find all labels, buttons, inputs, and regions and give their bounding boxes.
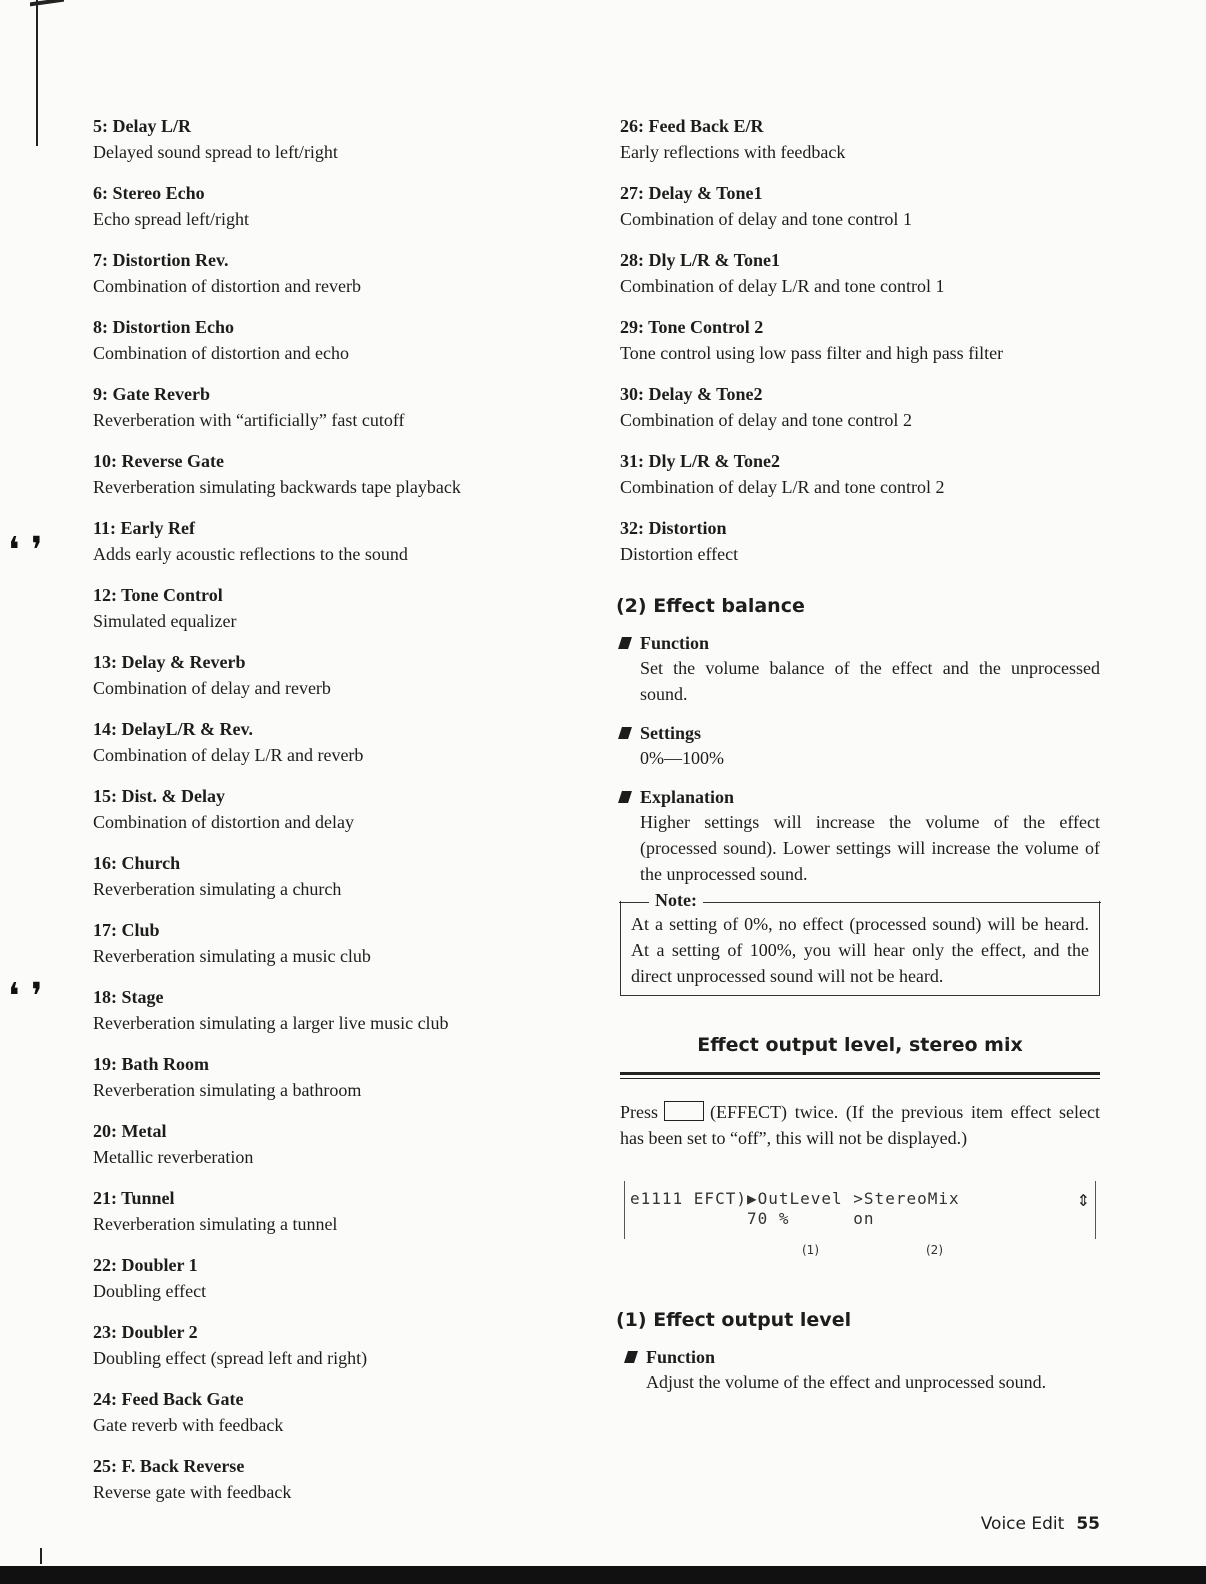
- bullet-icon: [618, 791, 632, 803]
- effect-entry-desc: Early reflections with feedback: [620, 142, 846, 162]
- output-function-label: Function: [646, 1347, 716, 1367]
- effect-entry-title: 22: Doubler 1: [93, 1255, 198, 1275]
- page-number: 55: [1076, 1514, 1100, 1534]
- effect-entry-title: 29: Tone Control 2: [620, 317, 764, 337]
- bullet-icon: [618, 637, 632, 649]
- effect-entry-desc: Metallic reverberation: [93, 1147, 254, 1167]
- effect-entry-title: 15: Dist. & Delay: [93, 786, 225, 806]
- output-level-heading: (1) Effect output level: [616, 1309, 852, 1331]
- effect-entry-desc: Combination of delay L/R and tone control 1: [620, 276, 945, 296]
- page-footer: [981, 1514, 1100, 1534]
- effect-entry-title: 7: Distortion Rev.: [93, 250, 229, 270]
- up-down-arrows-icon: ⇕: [1076, 1191, 1090, 1210]
- effect-entry: [620, 448, 1100, 500]
- footer-section: Voice Edit: [980, 1514, 1065, 1534]
- effect-entry-title: 12: Tone Control: [93, 585, 223, 605]
- left-column: [93, 113, 563, 1520]
- effect-entry: [620, 180, 1100, 232]
- effect-entry: [93, 1319, 563, 1371]
- effect-entry-desc: Reverberation simulating a bathroom: [93, 1080, 362, 1100]
- effect-entry-desc: Reverberation simulating backwards tape playback: [93, 477, 461, 497]
- output-function-text: Adjust the volume of the effect and unprocessed sound.: [646, 1372, 1047, 1392]
- function-block: [620, 631, 1100, 707]
- effect-entry: [93, 314, 563, 366]
- press-word: Press: [620, 1102, 659, 1122]
- effect-entry: [620, 247, 1100, 299]
- effect-entry-desc: Simulated equalizer: [93, 611, 237, 631]
- effect-entry-title: 5: Delay L/R: [93, 116, 191, 136]
- effect-entry-desc: Reverberation with “artificially” fast cutoff: [93, 410, 405, 430]
- note-text: At a setting of 0%, no effect (processed sound) will be heard. At a setting of 100%, you will hear only the effect, and the direct unprocessed sound will not be heard.: [631, 914, 1089, 986]
- effect-entry-title: 13: Delay & Reverb: [93, 652, 246, 672]
- effect-entry: [93, 113, 563, 165]
- effect-entry-desc: Reverberation simulating a tunnel: [93, 1214, 338, 1234]
- effect-entry: [93, 1252, 563, 1304]
- effect-entry: [93, 1386, 563, 1438]
- effect-entry-title: 11: Early Ref: [93, 518, 195, 538]
- bottom-edge-bar: [0, 1566, 1206, 1584]
- effect-entry-title: 28: Dly L/R & Tone1: [620, 250, 781, 270]
- effect-entry: [620, 515, 1100, 567]
- effect-entry-title: 23: Doubler 2: [93, 1322, 198, 1342]
- explanation-block: [620, 785, 1100, 887]
- effect-entry-desc: Doubling effect (spread left and right): [93, 1348, 368, 1368]
- effect-entry-desc: Gate reverb with feedback: [93, 1415, 284, 1435]
- effect-entry: [93, 180, 563, 232]
- effect-key-icon: [664, 1101, 704, 1121]
- function-text: Set the volume balance of the effect and the unprocessed sound.: [640, 658, 1100, 704]
- margin-mark-upper: ❛ ❜: [8, 530, 43, 571]
- effect-entry-title: 26: Feed Back E/R: [620, 116, 764, 136]
- effect-entry-desc: Combination of delay L/R and reverb: [93, 745, 364, 765]
- explanation-text: Higher settings will increase the volume of the effect (processed sound). Lower settings will increase the volume of the unprocessed sound.: [640, 812, 1100, 884]
- effect-entry: [620, 113, 1100, 165]
- note-box: [620, 890, 1100, 996]
- callout-2: (2): [926, 1243, 943, 1257]
- effect-entry: [93, 716, 563, 768]
- crop-mark-horizontal: [30, 0, 64, 6]
- effect-entry: [93, 1051, 563, 1103]
- effect-entry-desc: Combination of delay and tone control 2: [620, 410, 912, 430]
- effect-entry-title: 16: Church: [93, 853, 181, 873]
- effect-entry: [93, 448, 563, 500]
- margin-mark-lower: ❛ ❜: [8, 976, 43, 1017]
- effect-entry-desc: Adds early acoustic reflections to the sound: [93, 544, 408, 564]
- callout-1: (1): [802, 1243, 819, 1257]
- effect-entry-title: 30: Delay & Tone2: [620, 384, 763, 404]
- lcd-line-1: e1111 EFCT)▶OutLevel >StereoMix: [630, 1189, 960, 1208]
- effect-entry: [93, 515, 563, 567]
- effect-entry-desc: Reverberation simulating a church: [93, 879, 342, 899]
- section-divider: [620, 1072, 1100, 1079]
- effect-entry-desc: Combination of distortion and reverb: [93, 276, 361, 296]
- press-rest: (EFFECT) twice. (If the previous item effect select has been set to “off”, this will not be displayed.): [620, 1102, 1100, 1148]
- effect-entry-title: 18: Stage: [93, 987, 164, 1007]
- effect-entry-desc: Combination of distortion and echo: [93, 343, 349, 363]
- bullet-icon: [618, 727, 632, 739]
- effect-entry-title: 14: DelayL/R & Rev.: [93, 719, 253, 739]
- note-label: Note:: [649, 891, 703, 909]
- effect-entry: [620, 314, 1100, 366]
- effect-entry-desc: Reverberation simulating a music club: [93, 946, 371, 966]
- effect-entry: [620, 381, 1100, 433]
- effect-entry: [93, 917, 563, 969]
- effect-entry-desc: Combination of delay and reverb: [93, 678, 331, 698]
- effect-entry-desc: Combination of delay and tone control 1: [620, 209, 912, 229]
- right-column: [616, 113, 1100, 1409]
- effect-entry: [93, 582, 563, 634]
- crop-mark-vertical: [36, 0, 38, 146]
- settings-text: 0%—100%: [640, 748, 724, 768]
- effect-entry-desc: Reverse gate with feedback: [93, 1482, 292, 1502]
- press-instruction: [620, 1099, 1100, 1151]
- effect-entry-desc: Combination of delay L/R and tone control 2: [620, 477, 945, 497]
- effect-entry: [93, 1453, 563, 1505]
- effect-entry-desc: Delayed sound spread to left/right: [93, 142, 338, 162]
- effect-entry-title: 10: Reverse Gate: [93, 451, 224, 471]
- effect-entry-desc: Doubling effect: [93, 1281, 207, 1301]
- effect-entry-title: 32: Distortion: [620, 518, 727, 538]
- effect-entry: [93, 850, 563, 902]
- effect-entry-title: 27: Delay & Tone1: [620, 183, 763, 203]
- effect-balance-heading: (2) Effect balance: [616, 595, 805, 617]
- lcd-callouts: [620, 1239, 1100, 1263]
- effect-entry-title: 21: Tunnel: [93, 1188, 175, 1208]
- effect-entry: [93, 783, 563, 835]
- effect-entry-title: 17: Club: [93, 920, 160, 940]
- effect-entry-desc: Echo spread left/right: [93, 209, 249, 229]
- effect-entry: [93, 247, 563, 299]
- effect-entry-desc: Tone control using low pass filter and high pass filter: [620, 343, 1004, 363]
- effect-entry-title: 6: Stereo Echo: [93, 183, 205, 203]
- effect-entry-title: 24: Feed Back Gate: [93, 1389, 244, 1409]
- settings-block: [620, 721, 1100, 771]
- function-label: Function: [640, 633, 710, 653]
- effect-entry-title: 9: Gate Reverb: [93, 384, 210, 404]
- output-section-title: Effect output level, stereo mix: [697, 1034, 1023, 1056]
- effect-entry-title: 31: Dly L/R & Tone2: [620, 451, 781, 471]
- settings-label: Settings: [640, 723, 702, 743]
- effect-type-list-continued: [620, 113, 1100, 567]
- effect-entry-title: 8: Distortion Echo: [93, 317, 234, 337]
- crop-mark-bottom: [40, 1548, 42, 1564]
- effect-entry: [93, 649, 563, 701]
- output-function-block: [626, 1345, 1100, 1395]
- effect-entry-title: 25: F. Back Reverse: [93, 1456, 245, 1476]
- lcd-line-2: 70 % on: [630, 1209, 875, 1228]
- explanation-label: Explanation: [640, 787, 735, 807]
- effect-entry-title: 20: Metal: [93, 1121, 167, 1141]
- effect-entry-desc: Reverberation simulating a larger live music club: [93, 1013, 449, 1033]
- effect-entry: [93, 381, 563, 433]
- bullet-icon: [624, 1351, 638, 1363]
- effect-entry: [93, 1185, 563, 1237]
- effect-entry: [93, 984, 563, 1036]
- effect-entry: [93, 1118, 563, 1170]
- effect-entry-title: 19: Bath Room: [93, 1054, 209, 1074]
- lcd-display: [620, 1181, 1100, 1239]
- effect-entry-desc: Combination of distortion and delay: [93, 812, 354, 832]
- effect-entry-desc: Distortion effect: [620, 544, 739, 564]
